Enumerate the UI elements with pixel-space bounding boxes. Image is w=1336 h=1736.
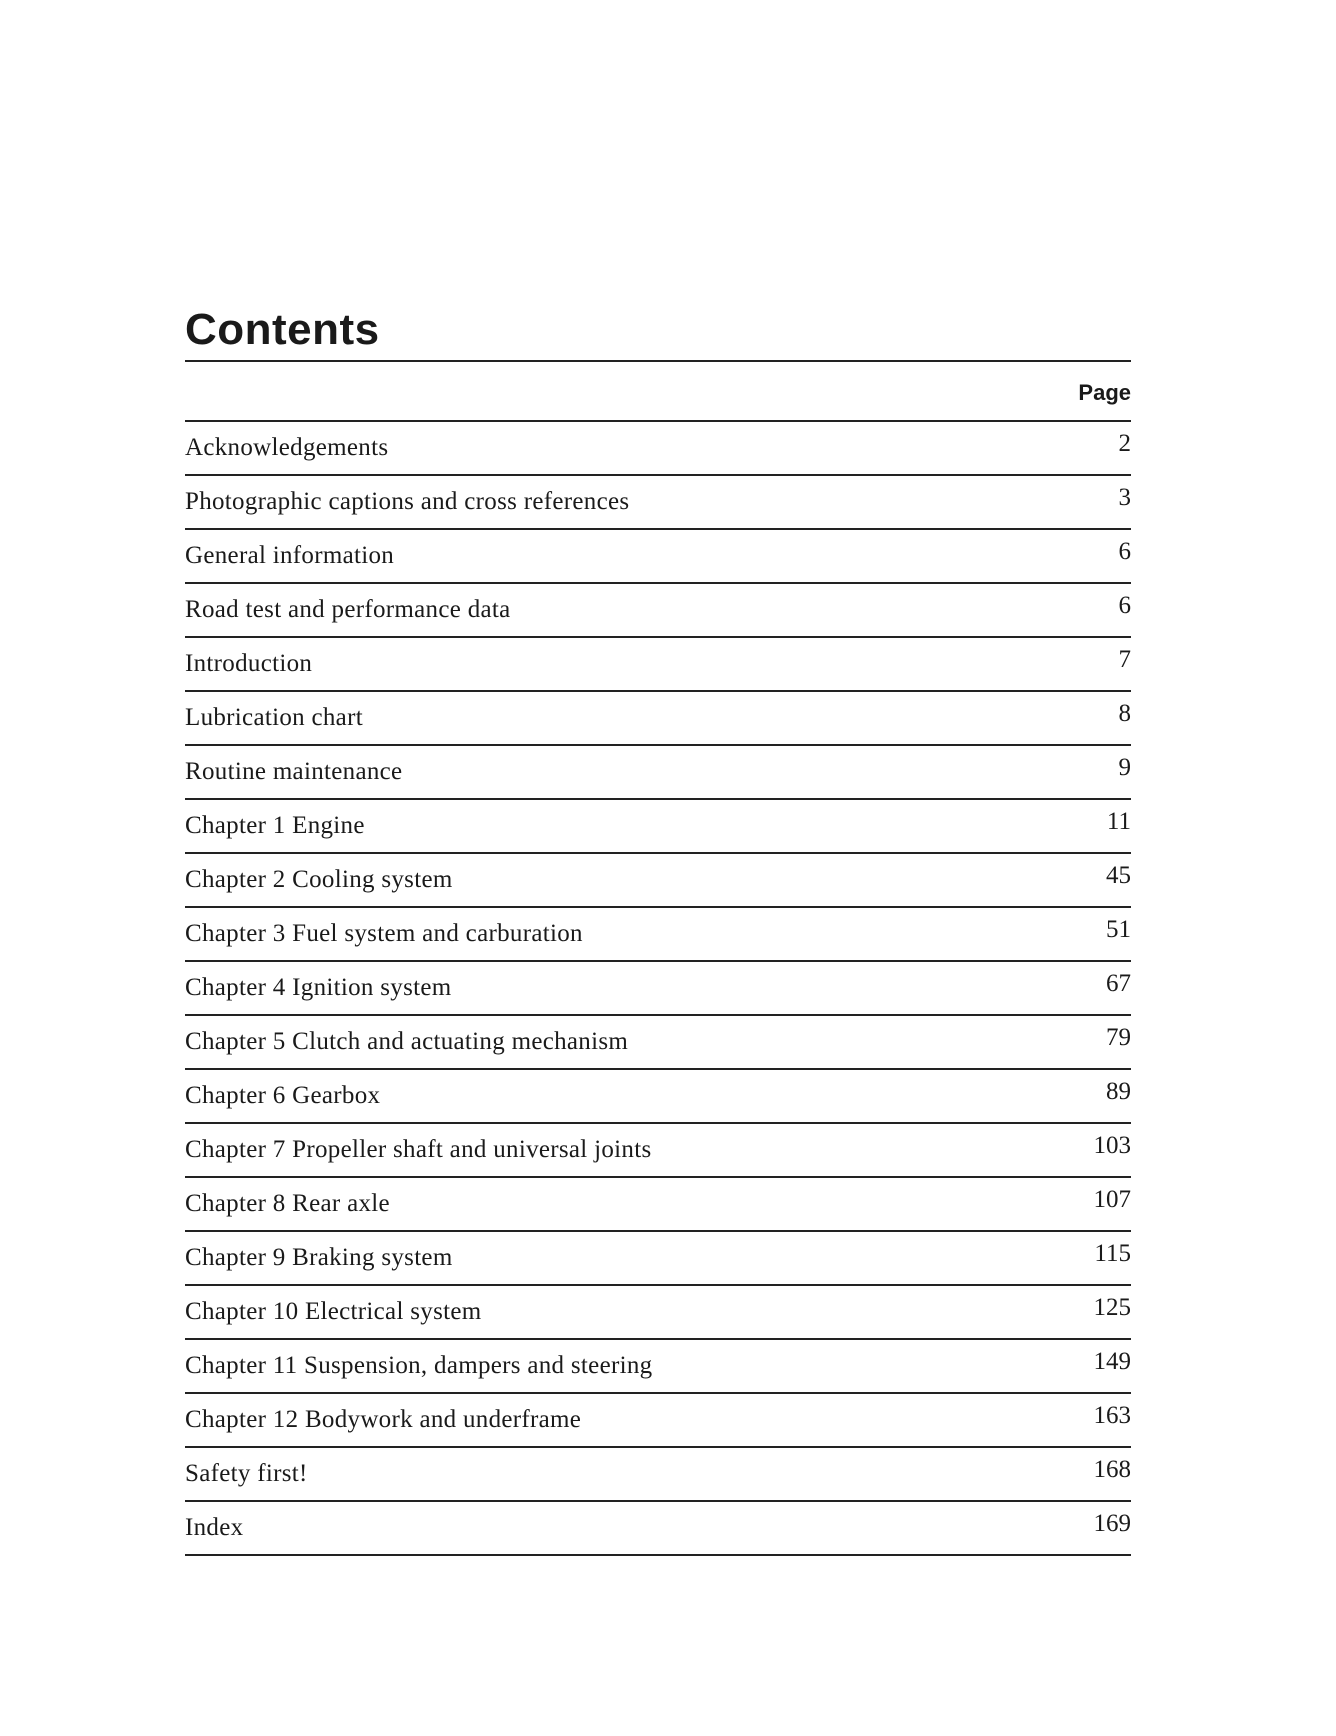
toc-list	[185, 420, 1131, 1556]
toc-entry[interactable]	[185, 1070, 1131, 1124]
toc-entry-page-number: 103	[1093, 1132, 1131, 1159]
toc-entry-title: Routine maintenance	[185, 758, 403, 785]
toc-entry-page-number: 107	[1093, 1186, 1131, 1213]
toc-entry-title: General information	[185, 542, 395, 569]
toc-entry-page-number: 169	[1093, 1510, 1131, 1537]
toc-entry-title: Chapter 3 Fuel system and carburation	[185, 920, 583, 947]
toc-entry-title: Chapter 1 Engine	[185, 812, 365, 839]
toc-entry-page-number: 6	[1118, 538, 1131, 565]
toc-entry-page-number: 11	[1106, 808, 1131, 835]
toc-entry-page-number: 45	[1106, 862, 1131, 889]
toc-entry-page-number: 125	[1093, 1294, 1131, 1321]
toc-entry[interactable]	[185, 746, 1131, 800]
toc-entry-page-number: 149	[1093, 1348, 1131, 1375]
page-title: Contents	[185, 305, 380, 354]
toc-entry-title: Index	[185, 1514, 244, 1541]
toc-entry-page-number: 8	[1118, 700, 1131, 727]
toc-entry[interactable]	[185, 1448, 1131, 1502]
toc-entry[interactable]	[185, 1124, 1131, 1178]
toc-entry[interactable]	[185, 962, 1131, 1016]
toc-entry-title: Chapter 4 Ignition system	[185, 974, 452, 1001]
toc-entry-title: Chapter 11 Suspension, dampers and steering	[185, 1352, 653, 1379]
toc-entry-page-number: 67	[1106, 970, 1131, 997]
toc-entry[interactable]	[185, 800, 1131, 854]
toc-entry-title: Lubrication chart	[185, 704, 363, 731]
toc-entry[interactable]	[185, 638, 1131, 692]
toc-entry[interactable]	[185, 854, 1131, 908]
toc-entry[interactable]	[185, 692, 1131, 746]
toc-entry-title: Chapter 9 Braking system	[185, 1244, 453, 1271]
toc-entry[interactable]	[185, 1394, 1131, 1448]
contents-section	[185, 300, 1131, 1556]
toc-entry[interactable]	[185, 530, 1131, 584]
toc-entry-page-number: 6	[1118, 592, 1131, 619]
toc-entry-title: Chapter 8 Rear axle	[185, 1190, 390, 1217]
toc-entry[interactable]	[185, 908, 1131, 962]
toc-entry[interactable]	[185, 420, 1131, 476]
page-column-label: Page	[1078, 380, 1131, 405]
toc-entry[interactable]	[185, 476, 1131, 530]
toc-entry-title: Chapter 10 Electrical system	[185, 1298, 482, 1325]
toc-entry-title: Acknowledgements	[185, 434, 389, 461]
toc-entry-title: Introduction	[185, 650, 313, 677]
toc-entry[interactable]	[185, 1016, 1131, 1070]
toc-entry-title: Photographic captions and cross references	[185, 488, 630, 515]
toc-entry[interactable]	[185, 584, 1131, 638]
toc-entry[interactable]	[185, 1178, 1131, 1232]
toc-entry-page-number: 3	[1118, 484, 1131, 511]
toc-entry[interactable]	[185, 1232, 1131, 1286]
toc-entry[interactable]	[185, 1502, 1131, 1556]
toc-entry-page-number: 168	[1093, 1456, 1131, 1483]
toc-entry-page-number: 163	[1093, 1402, 1131, 1429]
toc-entry-page-number: 2	[1118, 430, 1131, 457]
toc-entry-page-number: 115	[1094, 1240, 1131, 1267]
toc-entry[interactable]	[185, 1340, 1131, 1394]
page-column-header	[185, 362, 1131, 420]
toc-entry-title: Chapter 5 Clutch and actuating mechanism	[185, 1028, 629, 1055]
toc-entry-title: Chapter 6 Gearbox	[185, 1082, 381, 1109]
toc-entry-page-number: 7	[1118, 646, 1131, 673]
toc-entry[interactable]	[185, 1286, 1131, 1340]
toc-entry-title: Chapter 2 Cooling system	[185, 866, 453, 893]
toc-entry-page-number: 89	[1106, 1078, 1131, 1105]
toc-entry-page-number: 9	[1118, 754, 1131, 781]
toc-entry-page-number: 51	[1106, 916, 1131, 943]
toc-entry-title: Chapter 12 Bodywork and underframe	[185, 1406, 582, 1433]
toc-entry-title: Safety first!	[185, 1460, 308, 1487]
toc-entry-page-number: 79	[1106, 1024, 1131, 1051]
toc-entry-title: Chapter 7 Propeller shaft and universal joints	[185, 1136, 652, 1163]
toc-entry-title: Road test and performance data	[185, 596, 511, 623]
